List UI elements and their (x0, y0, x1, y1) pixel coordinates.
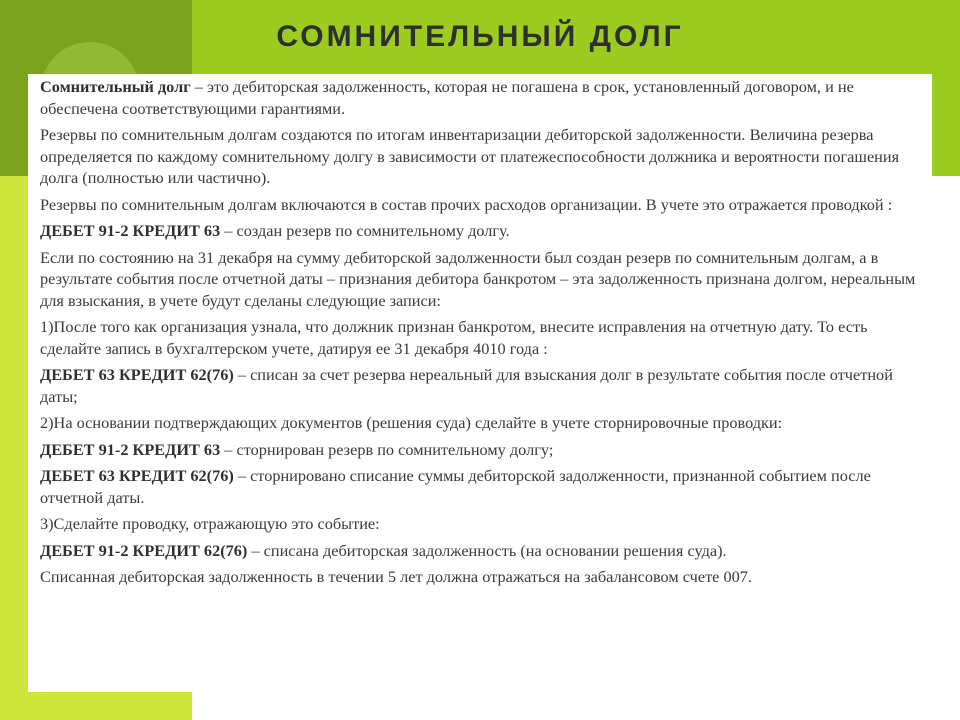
paragraph-text: Резервы по сомнительным долгам включаются в состав прочих расходов организации. В учете это отражается проводкой : (40, 194, 893, 214)
paragraph-text: – сторнировано списание суммы дебиторской задолженности, признанной событием после отчетной даты. (40, 466, 871, 507)
paragraph-text: 2)На основании подтверждающих документов (решения суда) сделайте в учете сторнировочные проводки: (40, 413, 783, 432)
paragraph-text: Списанная дебиторская задолженность в течении 5 лет должна отражаться на забалансовом счете 007. (40, 567, 752, 586)
paragraph-text: 3)Сделайте проводку, отражающую это событие: (40, 514, 380, 533)
paragraph-off-balance (40, 566, 920, 588)
entry-bold: ДЕБЕТ 91-2 КРЕДИТ 63 (40, 221, 221, 240)
paragraph-step-2 (40, 412, 920, 434)
paragraph-text: Если по состоянию на 31 декабря на сумму дебиторской задолженности был создан резерв по сомнительным долгам, а в результате события после отчетной даты – признания дебитора банкротом – эта задолженность признана долгом, нереальным для взыскания, в учете будут сделаны следующие записи: (40, 247, 916, 310)
paragraph-step-1 (40, 316, 920, 359)
paragraph-text: – это дебиторская задолженность, которая не погашена в срок, установленный договором, и не обеспечена соответствующими гарантиями. (40, 77, 854, 118)
paragraph-reserves-expenses (40, 194, 920, 216)
paragraph-text: – списана дебиторская задолженность (на основании решения суда). (247, 540, 727, 560)
slide-body (40, 76, 920, 593)
paragraph-step-3 (40, 513, 920, 535)
paragraph-entry-1 (40, 220, 920, 242)
paragraph-text: – списан за счет резерва нереальный для взыскания долг в результате события после отчетной даты; (40, 365, 893, 406)
paragraph-entry-5 (40, 540, 920, 562)
entry-bold: ДЕБЕТ 91-2 КРЕДИТ 62(76) (40, 540, 248, 560)
paragraph-text: Резервы по сомнительным долгам создаются по итогам инвентаризации дебиторской задолженности. Величина резерва определяется по каждому сомнительному долгу в зависимости от платежеспособности должника и вероятности погашения долга (полностью или частично). (40, 125, 900, 187)
paragraph-reserves-creation (40, 124, 920, 189)
slide-title: СОМНИТЕЛЬНЫЙ ДОЛГ (276, 20, 684, 53)
paragraph-entry-2 (40, 364, 920, 407)
paragraph-definition (40, 76, 920, 119)
paragraph-text: – создан резерв по сомнительному долгу. (220, 221, 510, 240)
paragraph-entry-3 (40, 439, 920, 461)
paragraph-text: – сторнирован резерв по сомнительному долгу; (220, 439, 554, 459)
entry-bold: ДЕБЕТ 63 КРЕДИТ 62(76) (40, 466, 234, 485)
entry-bold: ДЕБЕТ 91-2 КРЕДИТ 63 (40, 439, 221, 459)
entry-bold: ДЕБЕТ 63 КРЕДИТ 62(76) (40, 365, 234, 384)
paragraph-entry-4 (40, 465, 920, 508)
paragraph-bankruptcy-case (40, 247, 920, 312)
term-bold: Сомнительный долг (40, 77, 191, 96)
paragraph-text: 1)После того как организация узнала, что должник признан банкротом, внесите исправления на отчетную дату. То есть сделайте запись в бухгалтерском учете, датируя ее 31 декабря 4010 года : (40, 317, 868, 358)
